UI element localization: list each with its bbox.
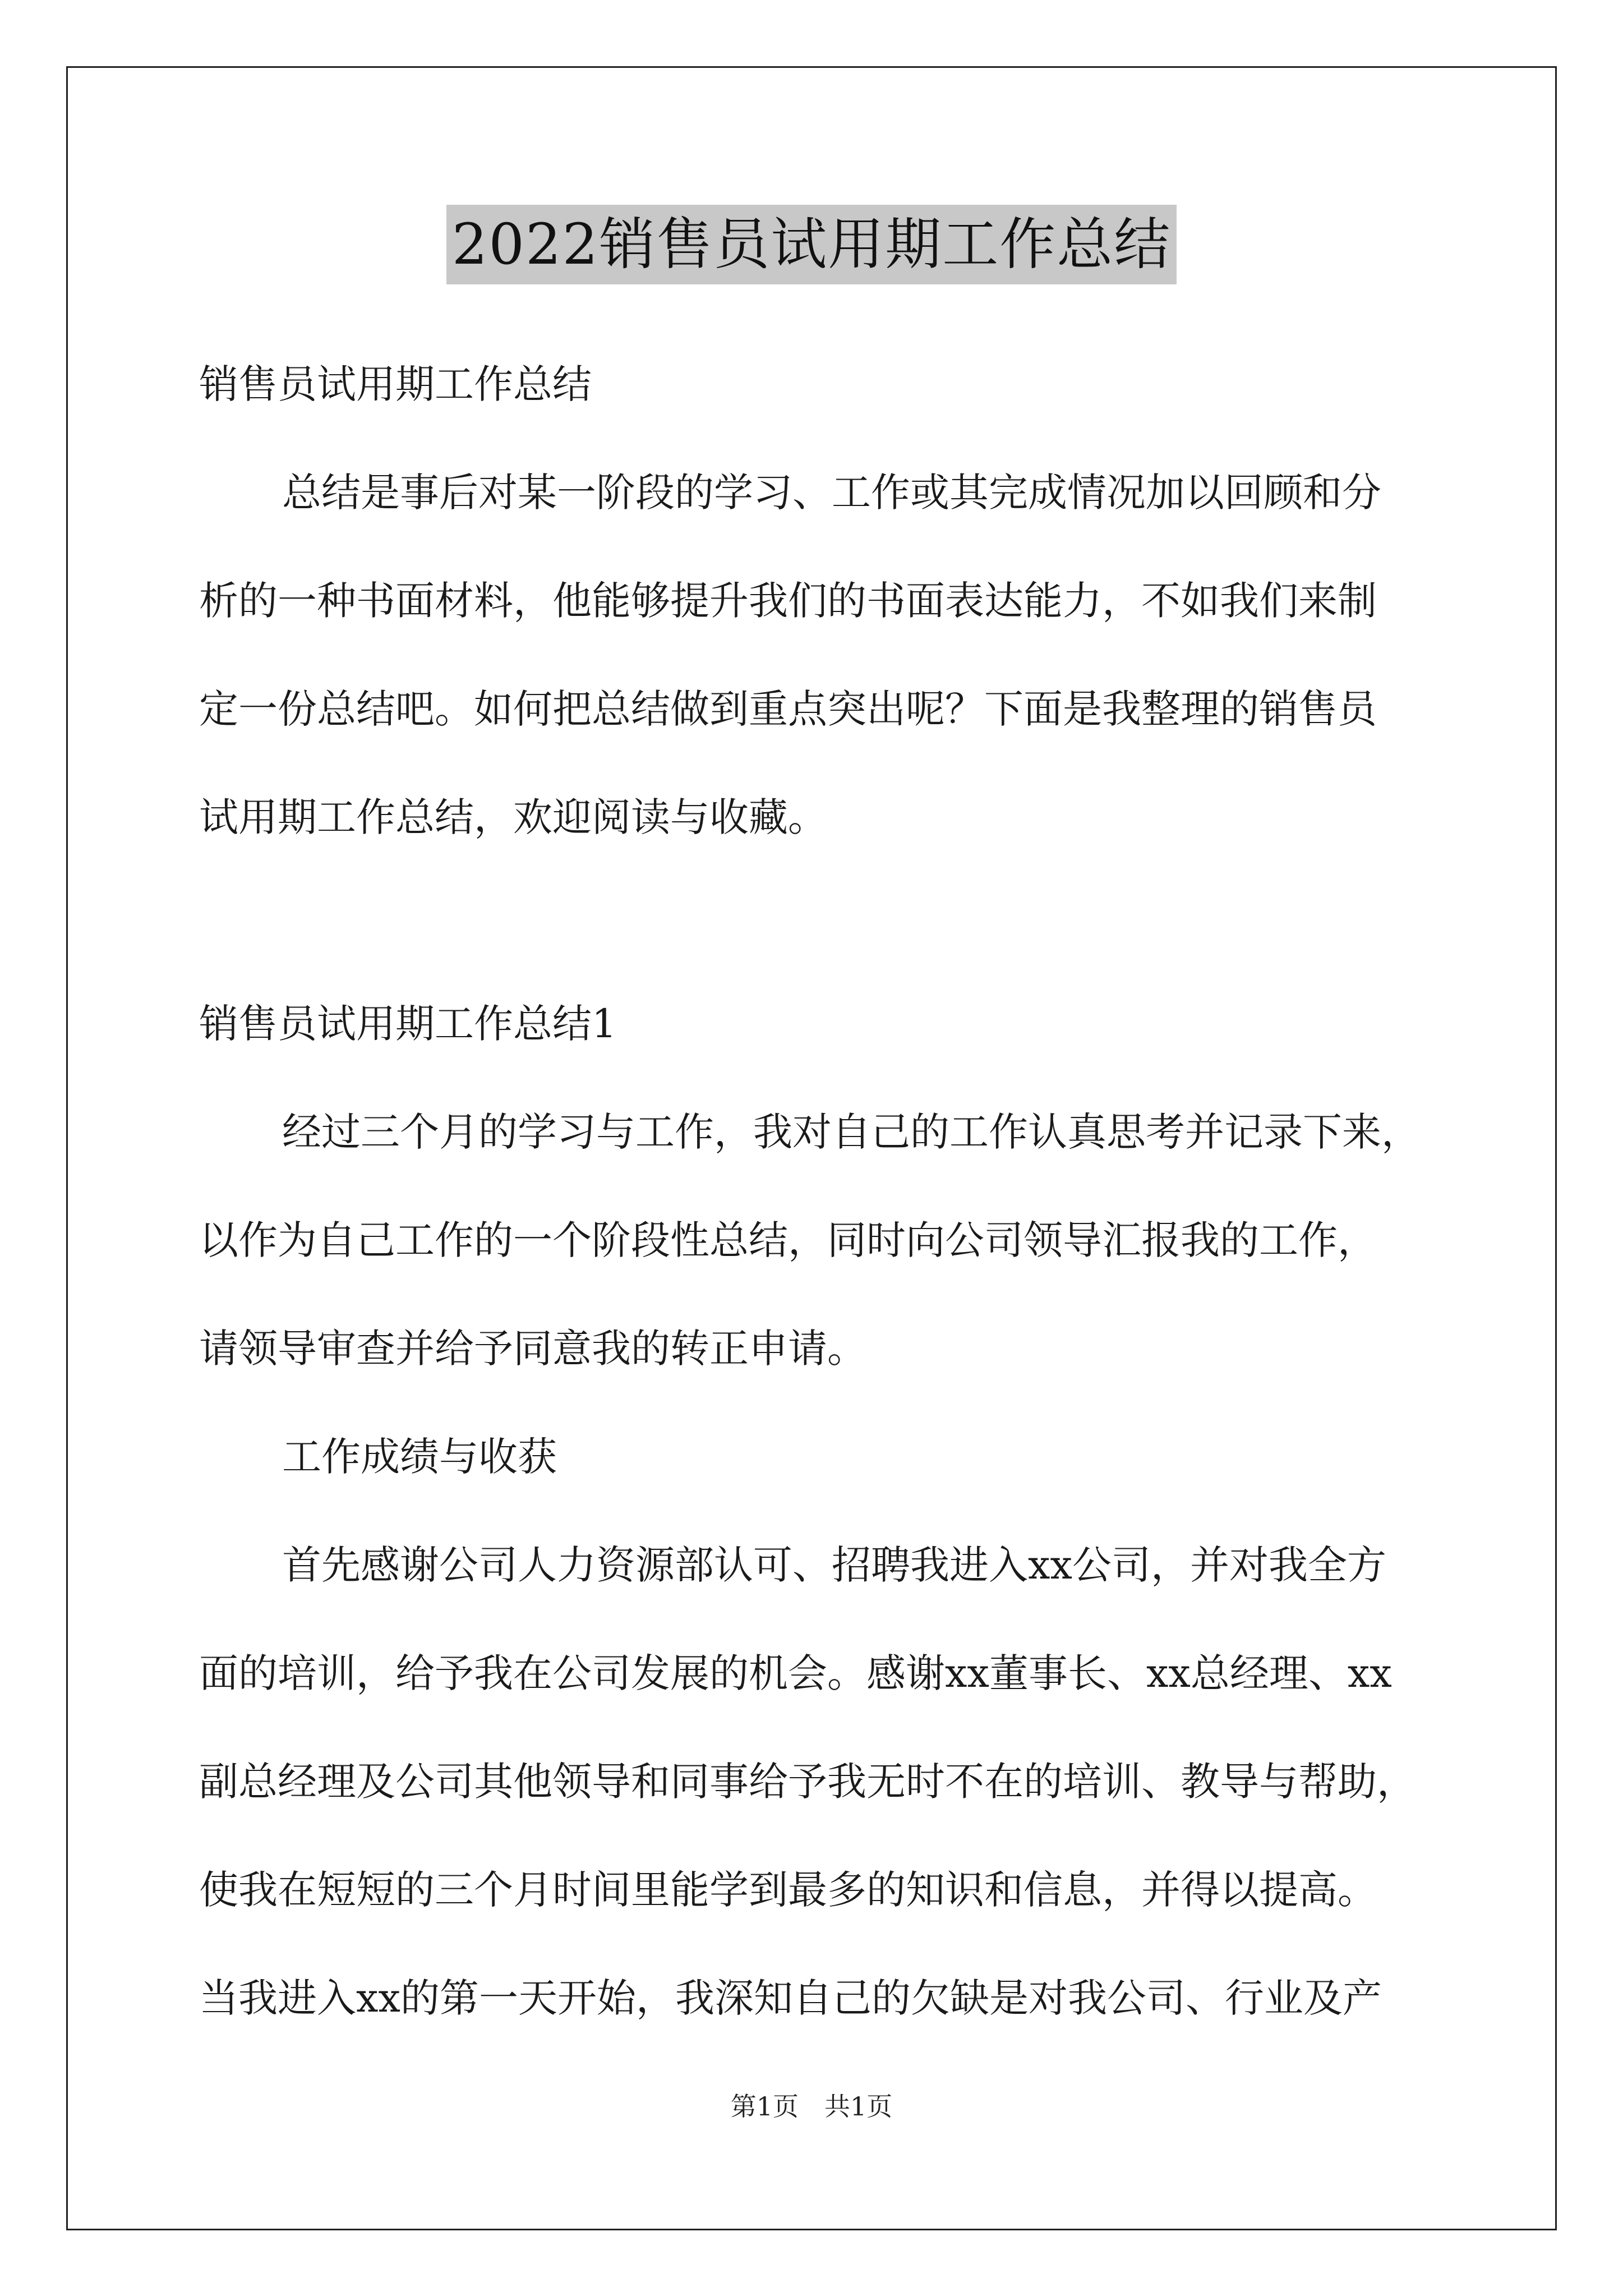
document-title: 2022销售员试用期工作总结 xyxy=(446,205,1177,284)
text-line: 试用期工作总结，欢迎阅读与收藏。 xyxy=(199,794,827,840)
text-line: 首先感谢公司人力资源部认可、招聘我进入xx公司，并对我全方 xyxy=(282,1542,1386,1588)
text-line: 总结是事后对某一阶段的学习、工作或其完成情况加以回顾和分 xyxy=(282,470,1381,516)
page-footer: 第1页 共1页 xyxy=(730,2091,893,2122)
text-line: 经过三个月的学习与工作，我对自己的工作认真思考并记录下来， xyxy=(282,1109,1421,1155)
text-line: 使我在短短的三个月时间里能学到最多的知识和信息，并得以提高。 xyxy=(199,1867,1377,1913)
text-line: 析的一种书面材料，他能够提升我们的书面表达能力，不如我们来制 xyxy=(199,578,1377,624)
paragraph-gap xyxy=(199,889,1433,987)
text-line: 面的培训，给予我在公司发展的机会。感谢xx董事长、xx总经理、xx xyxy=(199,1650,1392,1696)
text-line: 以作为自己工作的一个阶段性总结，同时向公司领导汇报我的工作， xyxy=(199,1217,1377,1263)
text-line: 销售员试用期工作总结 xyxy=(199,361,592,407)
title-container xyxy=(0,205,1623,284)
text-line: 工作成绩与收获 xyxy=(282,1434,557,1480)
text-line: 当我进入xx的第一天开始，我深知自己的欠缺是对我公司、行业及产 xyxy=(199,1975,1382,2021)
text-line: 请领导审查并给予同意我的转正申请。 xyxy=(199,1326,866,1372)
text-line: 副总经理及公司其他领导和同事给予我无时不在的培训、教导与帮助， xyxy=(199,1759,1416,1805)
text-line: 定一份总结吧。如何把总结做到重点突出呢？下面是我整理的销售员 xyxy=(199,686,1377,732)
text-line: 销售员试用期工作总结1 xyxy=(199,1001,617,1047)
document-body xyxy=(199,348,1433,2070)
